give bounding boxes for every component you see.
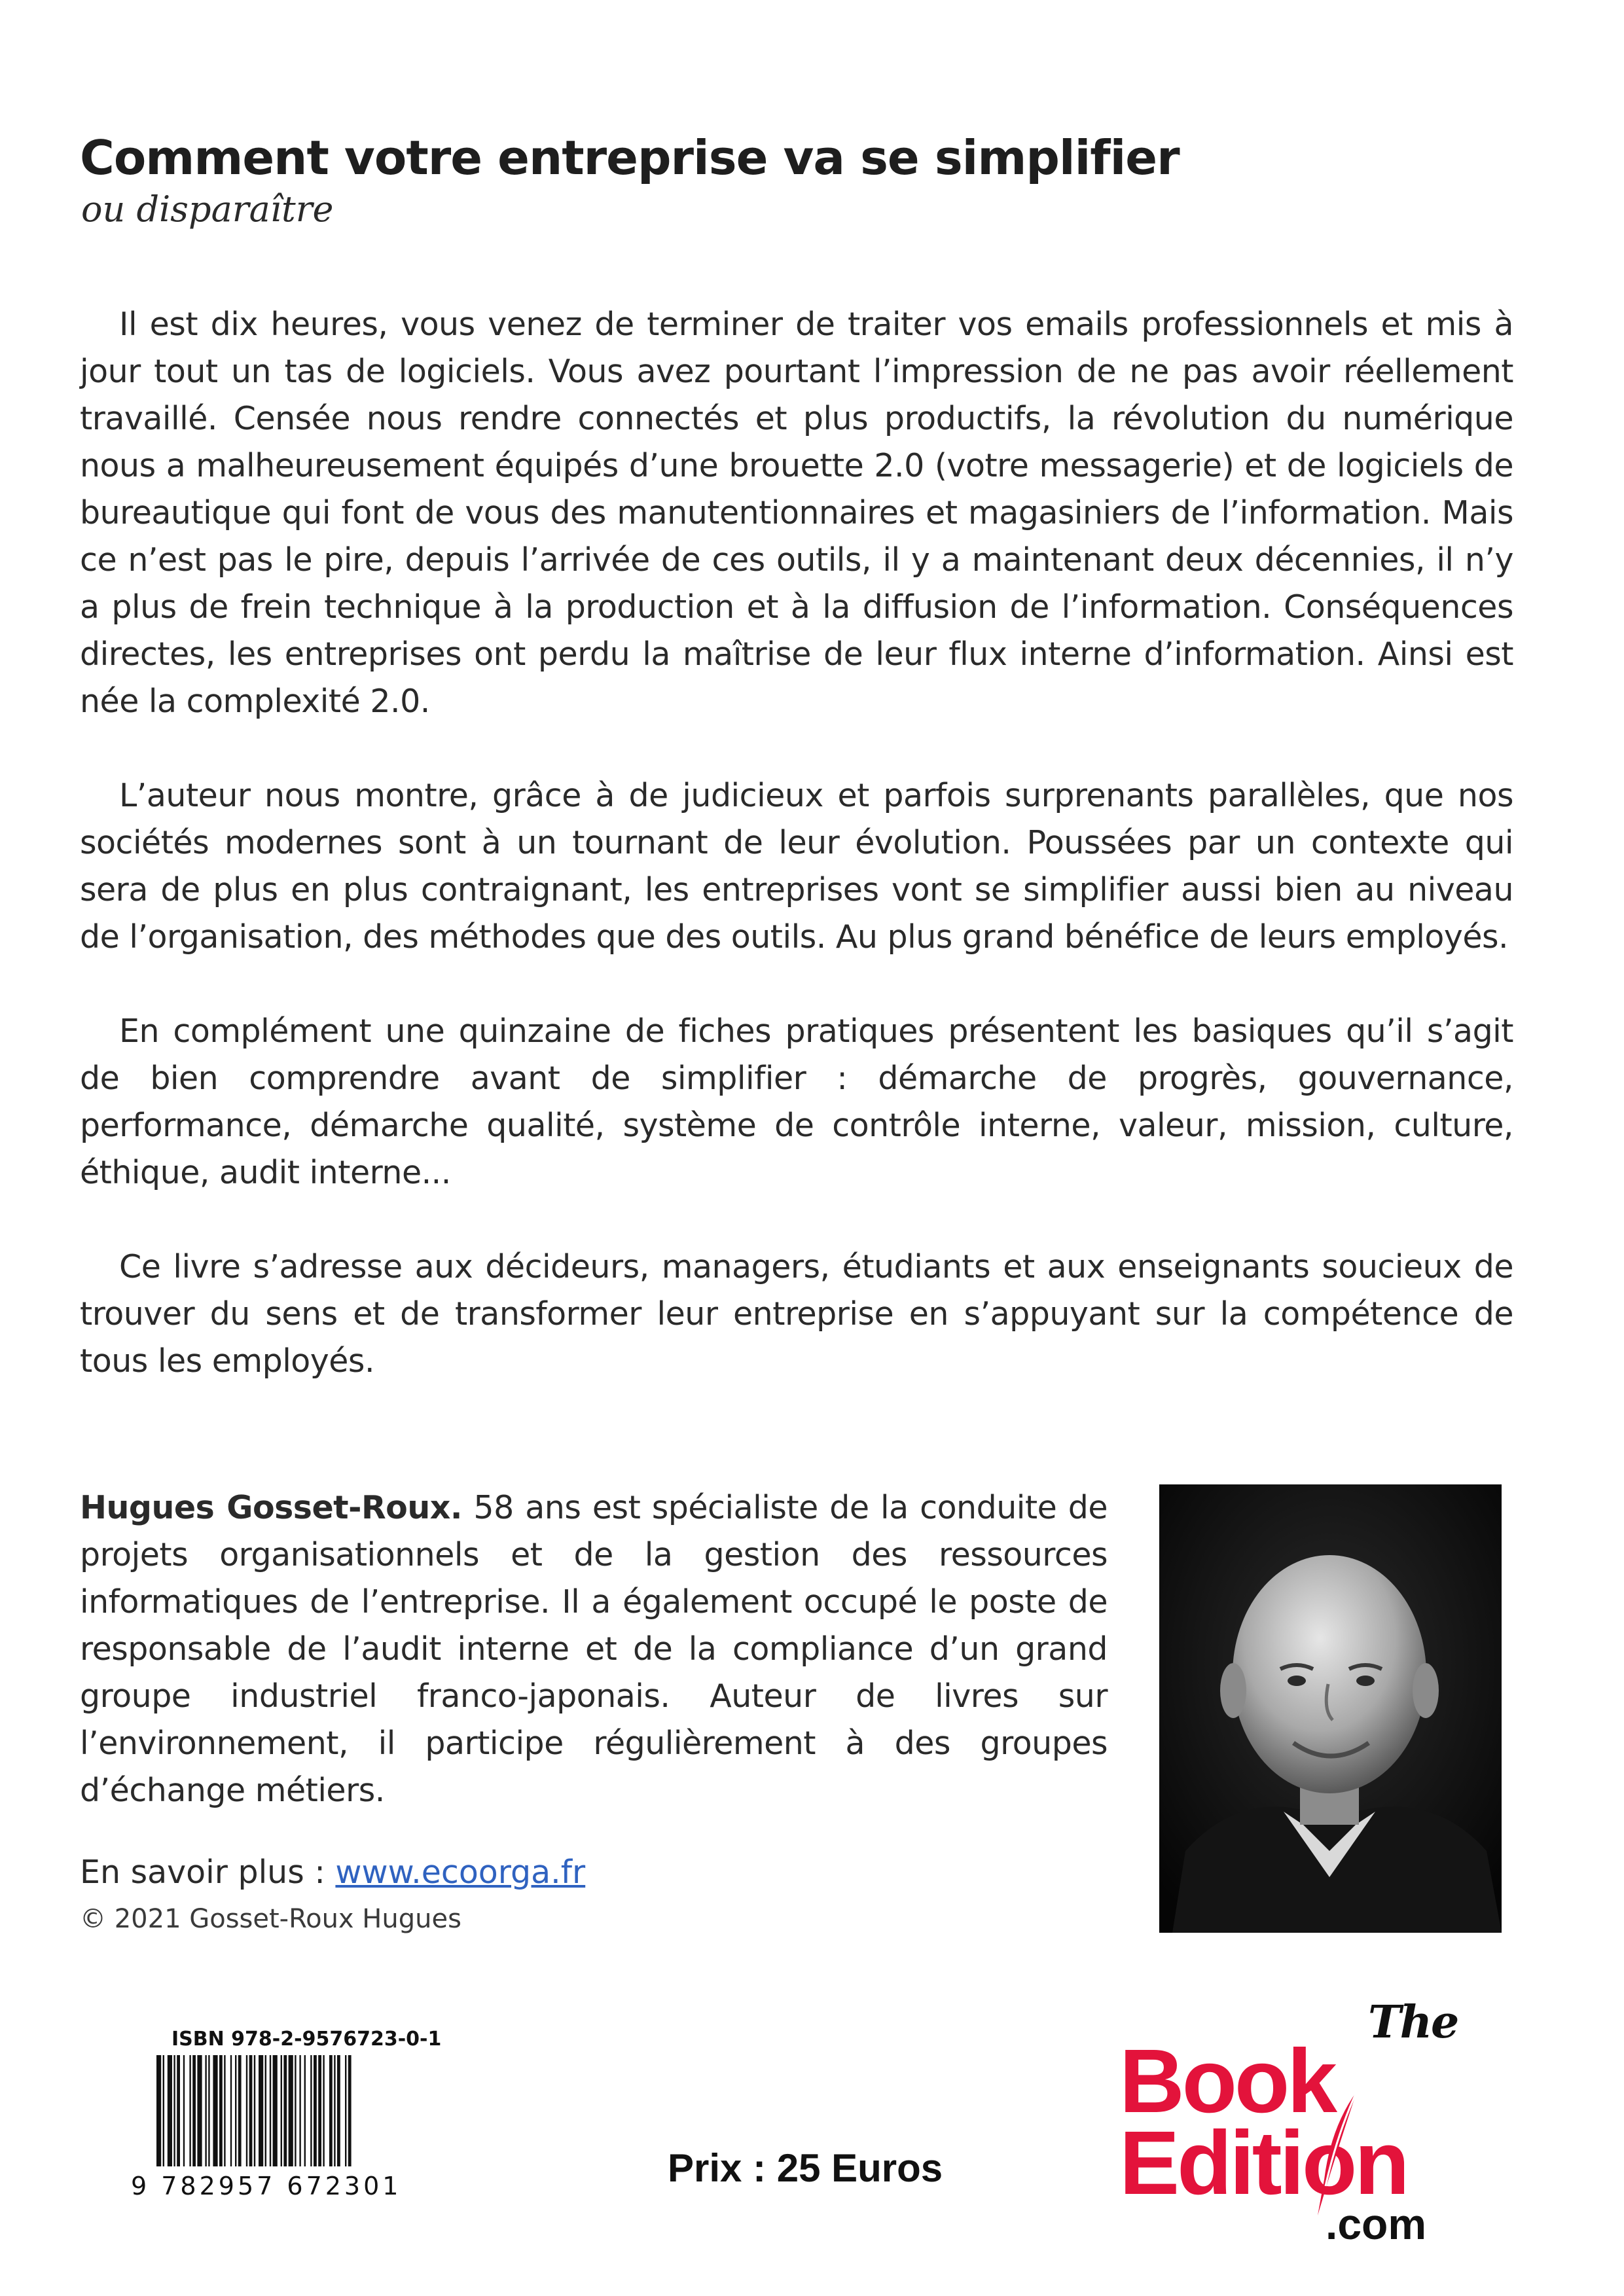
- author-portrait-image: [1159, 1484, 1502, 1933]
- barcode-bar: [246, 2055, 247, 2170]
- barcode-bar: [230, 2055, 232, 2170]
- logo-com: .com: [1326, 2200, 1427, 2248]
- author-name: Hugues Gosset-Roux.: [80, 1489, 462, 1526]
- summary-paragraph: Il est dix heures, vous venez de terminer de traiter vos emails professionnels et mis à jour tout un tas de logiciels. Vous avez pourtant l’impression de ne pas avoir réellement travaillé. Censée nous rendre connectés et plus productifs, la révolution du numérique nous a malheureusement équipés d’une brouette 2.0 (votre messagerie) et de logiciels de bureautique qui font de vous des manutentionnaires et magasiniers de l’information. Mais ce n’est pas le pire, depuis l’arrivée de ces outils, il y a maintenant deux décennies, il n’y a plus de frein technique à la production et à la diffusion de l’information. Conséquences directes, les entreprises ont perdu la maîtrise de leur flux interne d’information. Ainsi est née la complexité 2.0.: [80, 306, 1513, 720]
- barcode-bar: [238, 2055, 242, 2170]
- barcode-number: 9 782957 672301: [131, 2172, 402, 2200]
- barcode-bar: [197, 2055, 202, 2170]
- barcode-bar: [329, 2055, 333, 2170]
- barcode-bar: [235, 2055, 236, 2170]
- barcode-bar: [213, 2055, 217, 2170]
- summary-paragraph: L’auteur nous montre, grâce à de judicieux et parfois surprenants parallèles, que nos sociétés modernes sont à un tournant de leur évolution. Poussées par un contexte qui sera de plus en plus contraignant, les entreprises vont se simplifier aussi bien au niveau de l’organisation, des méthodes que des outils. Au plus grand bénéfice de leurs employés.: [80, 777, 1513, 956]
- barcode-bar: [183, 2055, 185, 2170]
- barcode-bar: [205, 2055, 206, 2170]
- barcode-bar: [270, 2055, 271, 2170]
- barcode-bar: [323, 2055, 324, 2170]
- back-cover-summary: [80, 301, 1513, 1432]
- barcode-bar: [314, 2055, 317, 2170]
- barcode-bar: [254, 2055, 255, 2170]
- barcode-bar: [283, 2055, 287, 2170]
- barcode-bar: [345, 2055, 346, 2170]
- barcode-bar: [224, 2055, 225, 2170]
- author-bio-text: 58 ans est spécialiste de la conduite de projets organisationnels et de la gestion des ressources informatiques de l’entreprise. Il a également occupé le poste de responsable de l’audit interne et de la compliance d’un grand groupe industriel franco-japonais. Auteur de livres sur l’environnement, il participe régulièrement à des groupes d’échange métiers.: [80, 1489, 1108, 1809]
- author-bio: [80, 1484, 1108, 1814]
- website-link[interactable]: www.ecoorga.fr: [335, 1854, 586, 1891]
- author-section: [80, 1484, 1108, 1814]
- book-title: Comment votre entreprise va se simplifier: [80, 130, 1180, 185]
- barcode-bar: [337, 2055, 340, 2170]
- barcode-bar: [265, 2055, 266, 2170]
- copyright: © 2021 Gosset-Roux Hugues: [80, 1904, 461, 1934]
- barcode-bar: [318, 2055, 321, 2170]
- barcode-bar: [299, 2055, 300, 2170]
- logo-edition: Edition: [1119, 2113, 1407, 2214]
- barcode-bar: [259, 2055, 263, 2170]
- barcode-bar: [310, 2055, 312, 2170]
- barcode-bar: [189, 2055, 190, 2170]
- barcode-bar: [173, 2055, 175, 2170]
- price: Prix : 25 Euros: [668, 2146, 943, 2190]
- barcode-bar: [334, 2055, 335, 2170]
- barcode-bar: [273, 2055, 278, 2170]
- barcode-bar: [168, 2055, 172, 2170]
- summary-paragraph: En complément une quinzaine de fiches pratiques présentent les basiques qu’il s’agit de bien comprendre avant de simplifier : démarche de progrès, gouvernance, performance, démarche qualité, système de contrôle interne, valeur, mission, culture, éthique, audit interne...: [80, 1013, 1513, 1191]
- barcode-bar: [281, 2055, 282, 2170]
- barcode-bar: [192, 2055, 196, 2170]
- author-photo: [1159, 1484, 1502, 1933]
- logo-the: The: [1368, 1996, 1458, 2049]
- barcode-bar: [295, 2055, 296, 2170]
- barcode-bar: [219, 2055, 223, 2170]
- logo-book: Book: [1119, 2031, 1335, 2132]
- isbn-label: ISBN 978-2-9576723-0-1: [171, 2028, 442, 2051]
- publisher-logo: [1110, 1996, 1458, 2258]
- barcode-bar: [208, 2055, 209, 2170]
- barcode-bar: [249, 2055, 253, 2170]
- summary-paragraph: Ce livre s’adresse aux décideurs, managers, étudiants et aux enseignants soucieux de trouver du sens et de transformer leur entreprise en s’appuyant sur la compétence de tous les employés.: [80, 1248, 1513, 1380]
- barcode-bar: [304, 2055, 306, 2170]
- learn-more-label: En savoir plus :: [80, 1854, 336, 1891]
- barcode-bar: [177, 2055, 180, 2170]
- barcode-bar: [289, 2055, 293, 2170]
- learn-more: [80, 1849, 585, 1896]
- book-subtitle: ou disparaître: [81, 188, 334, 230]
